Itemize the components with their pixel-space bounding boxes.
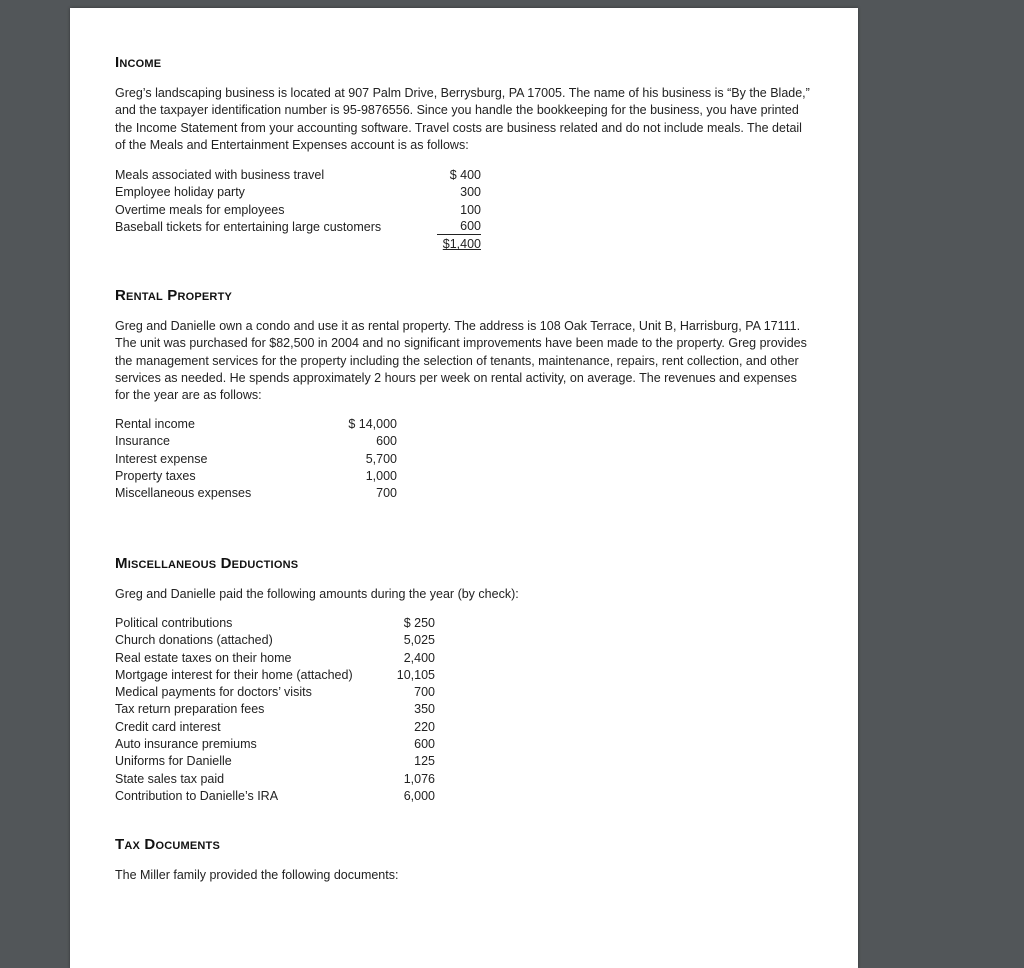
row-value: 600 xyxy=(437,219,481,236)
misc-paragraph: Greg and Danielle paid the following amounts during the year (by check): xyxy=(115,587,519,601)
row-label: Rental income xyxy=(115,417,195,431)
tax-documents-paragraph: The Miller family provided the following documents: xyxy=(115,868,399,882)
meals-total: $1,400 xyxy=(442,237,481,252)
row-value: 125 xyxy=(414,754,435,769)
row-label: Interest expense xyxy=(115,451,208,466)
tax-documents-heading: Tax Documents xyxy=(115,836,220,853)
row-label: Baseball tickets for entertaining large customers xyxy=(115,219,382,234)
row-label: Church donations (attached) xyxy=(115,633,273,648)
rental-paragraph: Greg and Danielle own a condo and use it as rental property. The address is 108 Oak Terrace, Unit B, Harrisburg, PA 17111. The unit was purchased for $82,500 in 2004 and no significant improvements have been made to the property. Greg provides the management services for the property including the selection of tenants, maintenance, repairs, rent collection, and other services as needed. He spends approximately 2 hours per week on rental activity, on average. The revenues and expenses for the year are as follows: xyxy=(115,319,807,403)
row-value: 5,025 xyxy=(403,633,435,648)
rental-heading: Rental Property xyxy=(115,287,233,304)
row-label: Overtime meals for employees xyxy=(115,202,285,217)
row-label: Medical payments for doctors’ visits xyxy=(115,685,312,700)
row-value: 6,000 xyxy=(403,788,435,803)
row-value: $ 14,000 xyxy=(348,417,397,431)
row-value: 100 xyxy=(460,202,481,217)
row-label: Political contributions xyxy=(115,616,233,630)
row-label: State sales tax paid xyxy=(115,771,225,786)
row-value: $ 400 xyxy=(449,168,481,182)
income-heading: Income xyxy=(115,54,162,71)
row-label: Meals associated with business travel xyxy=(115,168,325,182)
row-label: Uniforms for Danielle xyxy=(115,754,232,769)
row-label: Employee holiday party xyxy=(115,185,245,200)
row-label: Contribution to Danielle’s IRA xyxy=(115,788,279,803)
row-value: 1,000 xyxy=(365,468,397,483)
row-value: 700 xyxy=(376,486,397,501)
row-value: 220 xyxy=(414,719,435,734)
row-value: 600 xyxy=(414,737,435,752)
row-label: Credit card interest xyxy=(115,719,221,734)
misc-heading: Miscellaneous Deductions xyxy=(115,555,299,572)
row-value: 1,076 xyxy=(403,771,435,786)
row-label: Auto insurance premiums xyxy=(115,737,257,752)
row-value: 350 xyxy=(414,702,435,717)
row-label: Insurance xyxy=(115,434,170,449)
row-label: Property taxes xyxy=(115,468,196,483)
income-paragraph: Greg’s landscaping business is located at 907 Palm Drive, Berrysburg, PA 17005. The name of his business is “By the Blade,” and the taxpayer identification number is 95-9876556. Since you handle the bookkeeping for the business, you have printed the Income Statement from your accounting software. Travel costs are business related and do not include meals. The detail of the Meals and Entertainment Expenses account is as follows: xyxy=(115,86,810,152)
row-value: 2,400 xyxy=(403,650,435,665)
row-value: 5,700 xyxy=(365,451,397,466)
row-value: 700 xyxy=(414,685,435,700)
row-label: Miscellaneous expenses xyxy=(115,486,252,501)
row-value: 300 xyxy=(460,185,481,200)
row-value: 600 xyxy=(376,434,397,449)
document-page xyxy=(70,8,858,968)
row-label: Tax return preparation fees xyxy=(115,702,265,717)
row-value: 10,105 xyxy=(396,667,435,682)
row-label: Mortgage interest for their home (attached) xyxy=(115,667,353,682)
row-value: $ 250 xyxy=(403,616,435,630)
row-label: Real estate taxes on their home xyxy=(115,650,292,665)
